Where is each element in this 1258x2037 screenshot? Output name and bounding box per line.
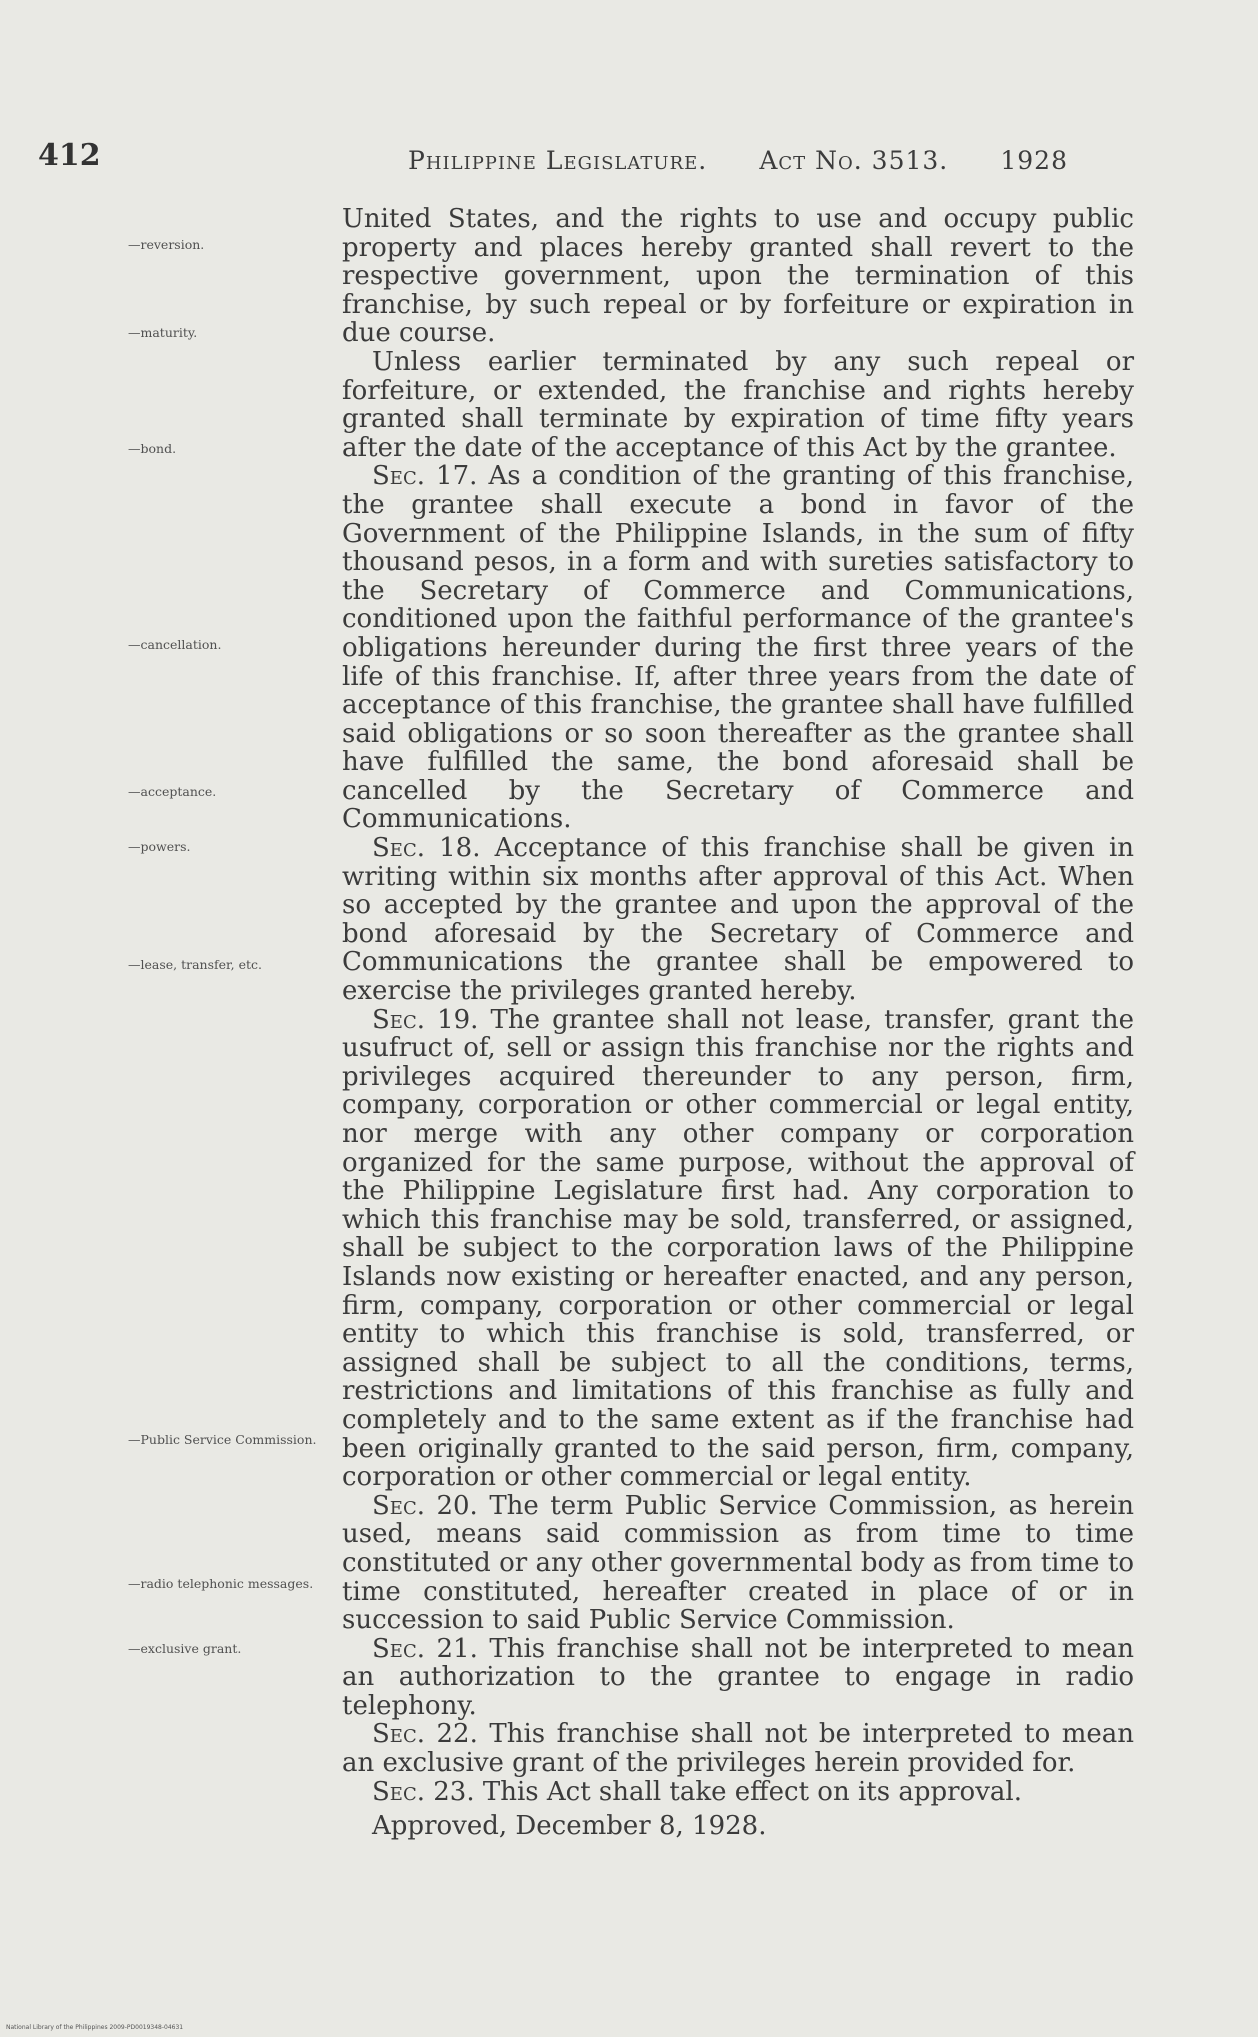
act-number: Act No. 3513. [759, 146, 949, 175]
approval-date: Approved, December 8, 1928. [372, 1811, 767, 1842]
margin-note-exclusive: —exclusive grant. [128, 1641, 242, 1656]
paragraph-maturity: Unless earlier terminated by any such repeal or forfeiture, or extended, the franchise and rights hereby granted shall terminate by expiration of time fifty years after the date of the acceptance of this Act by the grantee. [342, 346, 1134, 463]
body-text [342, 205, 1134, 1841]
section-20-text: The term Public Service Commission, as herein used, means said commission as from time to time constituted or any other governmental body as from time to time constituted, hereafter created in place of or in succession to said Public Service Commission. [342, 1490, 1134, 1636]
margin-note-public-service-commission: —Public Service Commission. [128, 1432, 317, 1447]
page-number: 412 [38, 138, 101, 173]
section-21-text: This franchise shall not be interpreted to mean an authorization to the grantee to engage in radio telephony. [342, 1633, 1135, 1721]
section-17 [342, 462, 1134, 834]
section-20 [342, 1492, 1134, 1635]
scan-footer: National Library of the Philippines 2009-PD0019348-04631 [6, 2024, 184, 2031]
margin-note-cancellation: —cancellation. [128, 637, 222, 652]
section-19 [342, 1006, 1134, 1492]
section-18-label: Sec. 18. [372, 833, 481, 864]
section-21 [342, 1635, 1134, 1721]
section-22-label: Sec. 22. [372, 1719, 478, 1750]
margin-note-lease: —lease, transfer, etc. [128, 957, 262, 972]
margin-note-radio: —radio telephonic messages. [128, 1576, 314, 1591]
section-19-label: Sec. 19. [372, 1004, 479, 1035]
section-20-label: Sec. 20. [372, 1490, 478, 1521]
section-23-text: This Act shall take effect on its approval. [482, 1776, 1022, 1807]
running-title: Philippine Legislature. [408, 146, 708, 175]
margin-note-acceptance: —acceptance. [128, 784, 217, 799]
section-21-label: Sec. 21. [372, 1633, 478, 1664]
section-22-text: This franchise shall not be interpreted to mean an exclusive grant of the privileges herein provided for. [342, 1719, 1135, 1779]
section-18 [342, 834, 1134, 1006]
margin-note-powers: —powers. [128, 839, 191, 854]
header-year: 1928 [1000, 146, 1068, 175]
paragraph-reversion: United States, and the rights to use and occupy public property and places hereby granted shall revert to the respective government, upon the termination of this franchise, by such repeal or by forfeiture or expiration in due course. [342, 204, 1134, 349]
section-19-text: The grantee shall not lease, transfer, grant the usufruct of, sell or assign this franchise nor the rights and privileges acquired thereunder to any person, firm, company, corporation or other commercial or legal entity, nor merge with any other company or corporation organized for the same purpose, without the approval of the Philippine Legislature first had. Any corporation to which this franchise may be sold, transferred, or assigned, shall be subject to the corporation laws of the Philippine Islands now existing or hereafter enacted, and any person, firm, company, corporation or other commercial or legal entity to which this franchise is sold, transferred, or assigned shall be subject to all the conditions, terms, restrictions and limitations of this franchise as fully and completely and to the same extent as if the franchise had been originally granted to the said person, firm, company, corporation or other commercial or legal entity. [342, 1004, 1135, 1493]
section-18-text: Acceptance of this franchise shall be given in writing within six months after approval of this Act. When so accepted by the grantee and upon the approval of the bond aforesaid by the Secretary of Commerce and Communications the grantee shall be empowered to exercise the privileges granted hereby. [342, 833, 1135, 1007]
margin-note-reversion: —reversion. [128, 237, 205, 252]
running-header [408, 146, 1068, 175]
section-23 [342, 1778, 1134, 1807]
section-23-label: Sec. 23. [372, 1776, 475, 1807]
section-17-label: Sec. 17. [372, 461, 478, 492]
section-22 [342, 1720, 1134, 1777]
section-17-text: As a condition of the granting of this franchise, the grantee shall execute a bond in favor of the Government of the Philippine Islands, in the sum of fifty thousand pesos, in a form and with sureties satisfactory to the Secretary of Commerce and Communications, conditioned upon the faithful performance of the grantee's obligations hereunder during the first three years of the life of this franchise. If, after three years from the date of acceptance of this franchise, the grantee shall have fulfilled said obligations or so soon thereafter as the grantee shall have fulfilled the same, the bond aforesaid shall be cancelled by the Secretary of Commerce and Communications. [342, 461, 1135, 835]
margin-note-bond: —bond. [128, 441, 177, 456]
margin-note-maturity: —maturity. [128, 325, 198, 340]
